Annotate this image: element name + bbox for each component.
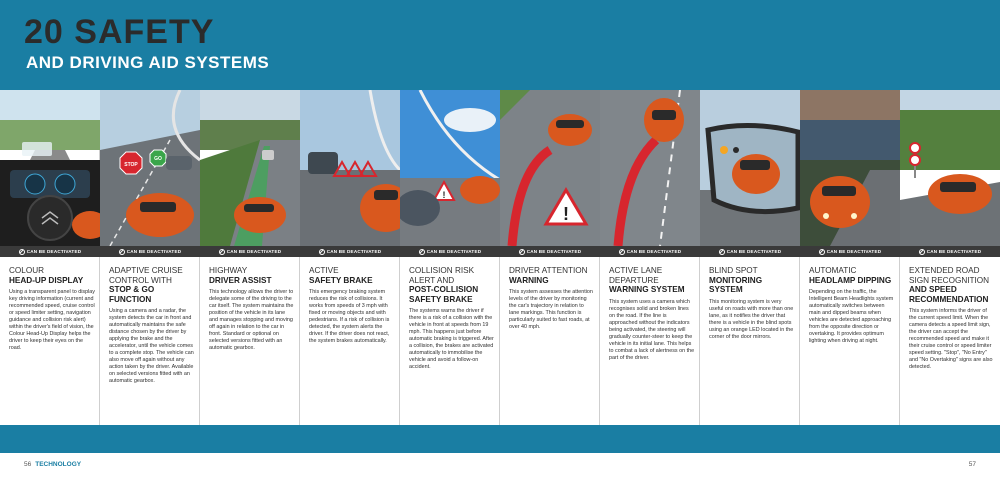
feature-text	[609, 266, 695, 362]
page-number-right: 57	[968, 461, 976, 468]
feature-text	[909, 266, 995, 371]
lane-icon	[200, 90, 300, 246]
feature-title-light: AUTOMATIC	[809, 266, 857, 275]
svg-text:STOP: STOP	[124, 162, 138, 168]
feature-text	[709, 266, 795, 341]
feature-panel-road-sign-recognition	[900, 90, 1000, 425]
feature-title-bold: AND SPEED RECOMMENDATION	[909, 285, 989, 304]
feature-title-bold: MONITORING SYSTEM	[709, 275, 763, 295]
feature-title-light: BLIND SPOT	[709, 266, 758, 275]
no-entry-icon	[419, 249, 425, 255]
feature-description: This system uses a camera which recognises solid and broken lines on the road. If the line is approached without the indicators being activated, the steering will gradually counter-steer to keep the vehicle in its initial lane. This helps to combat a lack of alertness on the part of the driver.	[609, 298, 695, 361]
feature-title-bold: HEADLAMP DIPPING	[809, 275, 892, 285]
feature-panel-head-up-display	[0, 90, 100, 425]
feature-title-bold: DRIVER ASSIST	[209, 275, 272, 285]
feature-title-light: ACTIVE LANE DEPARTURE	[609, 266, 663, 285]
feature-text	[509, 266, 595, 331]
feature-panel-collision-risk-alert	[400, 90, 500, 425]
feature-title-bold: STOP & GO FUNCTION	[109, 285, 155, 304]
dashboard-icon	[0, 90, 100, 246]
can-be-deactivated-badge: CAN BE DEACTIVATED	[100, 246, 200, 257]
footer-left	[24, 461, 81, 468]
road-sign-icon	[900, 90, 1000, 246]
feature-text	[209, 266, 295, 352]
page-title: 20 SAFETY	[24, 13, 215, 51]
mirror-icon	[700, 90, 800, 246]
can-be-deactivated-badge: CAN BE DEACTIVATED	[300, 246, 400, 257]
feature-title-bold: WARNING	[509, 275, 549, 285]
page-number-left: 56	[24, 461, 32, 468]
can-be-deactivated-badge: CAN BE DEACTIVATED	[400, 246, 500, 257]
feature-text	[409, 266, 495, 371]
feature-description: Depending on the traffic, the Intelligent Beam Headlights system automatically switches between main and dipped beams when vehicles are detected approaching from the opposite direction or overtaking. It provides optimum lighting when driving at night.	[809, 289, 894, 345]
stop-sign-icon	[100, 90, 200, 246]
no-entry-icon	[19, 249, 25, 255]
feature-panel-highway-driver-assist	[200, 90, 300, 425]
svg-text:!: !	[563, 204, 569, 224]
feature-title-light: ADAPTIVE CRUISE CONTROL WITH	[109, 266, 183, 285]
triangle-warning-icon	[300, 90, 400, 246]
feature-title-light: DRIVER ATTENTION	[509, 266, 588, 275]
no-entry-icon	[219, 249, 225, 255]
feature-title-light: EXTENDED ROAD SIGN RECOGNITION	[909, 266, 990, 285]
feature-text	[9, 266, 95, 352]
feature-description: This technology allows the driver to delegate some of the driving to the car itself. The system maintains the position of the vehicle in its lane and manages stopping and moving off again in relation to the car in front. Standard or optional on selected versions fitted with an automatic gearbox.	[209, 289, 294, 352]
section-name: TECHNOLOGY	[35, 461, 82, 468]
can-be-deactivated-badge: CAN BE DEACTIVATED	[700, 246, 800, 257]
feature-description: This system assesses the attention levels of the driver by monitoring the car's trajectory in relation to lane markings. This function is particularly suited to fast roads, at over 40 mph.	[509, 289, 593, 331]
headlamp-icon	[800, 90, 900, 246]
feature-panel-driver-attention-warning	[500, 90, 600, 425]
feature-title-bold: HEAD-UP DISPLAY	[9, 275, 84, 285]
no-entry-icon	[119, 249, 125, 255]
feature-title-bold: SAFETY BRAKE	[309, 275, 373, 285]
no-entry-icon	[819, 249, 825, 255]
no-entry-icon	[619, 249, 625, 255]
feature-title-light: HIGHWAY	[209, 266, 248, 275]
feature-description: This monitoring system is very useful on roads with more than one lane, as it notifies the driver that there is a vehicle in the blind spots using an orange LED located in the corner of the door mirrors.	[709, 298, 794, 340]
feature-description: Using a transparent panel to display key driving information (current and recommended speed, cruise control or speed limiter setting, navigation guidance and collision risk alert) within the driver's field of vision, the Colour Head-Up Display helps the driver to keep their eyes on the road.	[9, 289, 96, 352]
footer-band	[0, 425, 1000, 453]
feature-title-bold: WARNING SYSTEM	[609, 285, 685, 295]
feature-panel-active-safety-brake	[300, 90, 400, 425]
no-entry-icon	[319, 249, 325, 255]
svg-text:!: !	[442, 190, 446, 200]
feature-panel-automatic-headlamp-dipping	[800, 90, 900, 425]
feature-description: This emergency braking system reduces the risk of collisions. It works from speeds of 3 mph with fixed or moving objects and with pedestrians. If a risk of collision is detected, the system alerts the driver. If the driver does not react, the system brakes automatically.	[309, 289, 390, 345]
page-subtitle: AND DRIVING AID SYSTEMS	[26, 53, 270, 72]
can-be-deactivated-badge: CAN BE DEACTIVATED	[200, 246, 300, 257]
attention-warning-icon	[500, 90, 600, 246]
feature-description: This system informs the driver of the current speed limit. When the camera detects a speed limit sign, the driver can accept the recommended speed and make it their cruise control or speed limiter speed setting. "Stop", "No Entry" and "No Overtaking" signs are also detected.	[909, 308, 993, 371]
feature-title-bold: POST-COLLISION SAFETY BRAKE	[409, 285, 479, 304]
svg-text:GO: GO	[154, 156, 162, 162]
feature-panel-active-lane-departure	[600, 90, 700, 425]
no-entry-icon	[919, 249, 925, 255]
feature-title-light: COLOUR	[9, 266, 45, 275]
collision-warning-icon	[400, 90, 500, 246]
can-be-deactivated-badge: CAN BE DEACTIVATED	[800, 246, 900, 257]
feature-text	[309, 266, 395, 345]
feature-panel-blind-spot-monitoring	[700, 90, 800, 425]
can-be-deactivated-badge: CAN BE DEACTIVATED	[0, 246, 100, 257]
feature-description: Using a camera and a radar, the system detects the car in front and automatically maintains the safe distance chosen by the driver by applying the brake and the accelerator, until the vehicle comes to a complete stop. The vehicle can also move off again without any action taken by the driver. Available on selected versions fitted with an automatic gearbox.	[109, 308, 194, 385]
feature-text	[809, 266, 895, 345]
feature-panels	[0, 90, 1000, 425]
feature-description: The systems warns the driver if there is a risk of a collision with the vehicle in front at speeds from 19 mph. This happens just before automatic braking is triggered. After a collision, the brakes are activated automatically to immobilise the vehicle and avoid a follow-on accident.	[409, 308, 494, 371]
can-be-deactivated-badge: CAN BE DEACTIVATED	[500, 246, 600, 257]
feature-panel-adaptive-cruise-control	[100, 90, 200, 425]
feature-text	[109, 266, 195, 385]
no-entry-icon	[719, 249, 725, 255]
feature-title-light: ACTIVE	[309, 266, 339, 275]
no-entry-icon	[519, 249, 525, 255]
lane-departure-icon	[600, 90, 700, 246]
feature-title-light: COLLISION RISK ALERT AND	[409, 266, 475, 285]
can-be-deactivated-badge: CAN BE DEACTIVATED	[900, 246, 1000, 257]
can-be-deactivated-badge: CAN BE DEACTIVATED	[600, 246, 700, 257]
